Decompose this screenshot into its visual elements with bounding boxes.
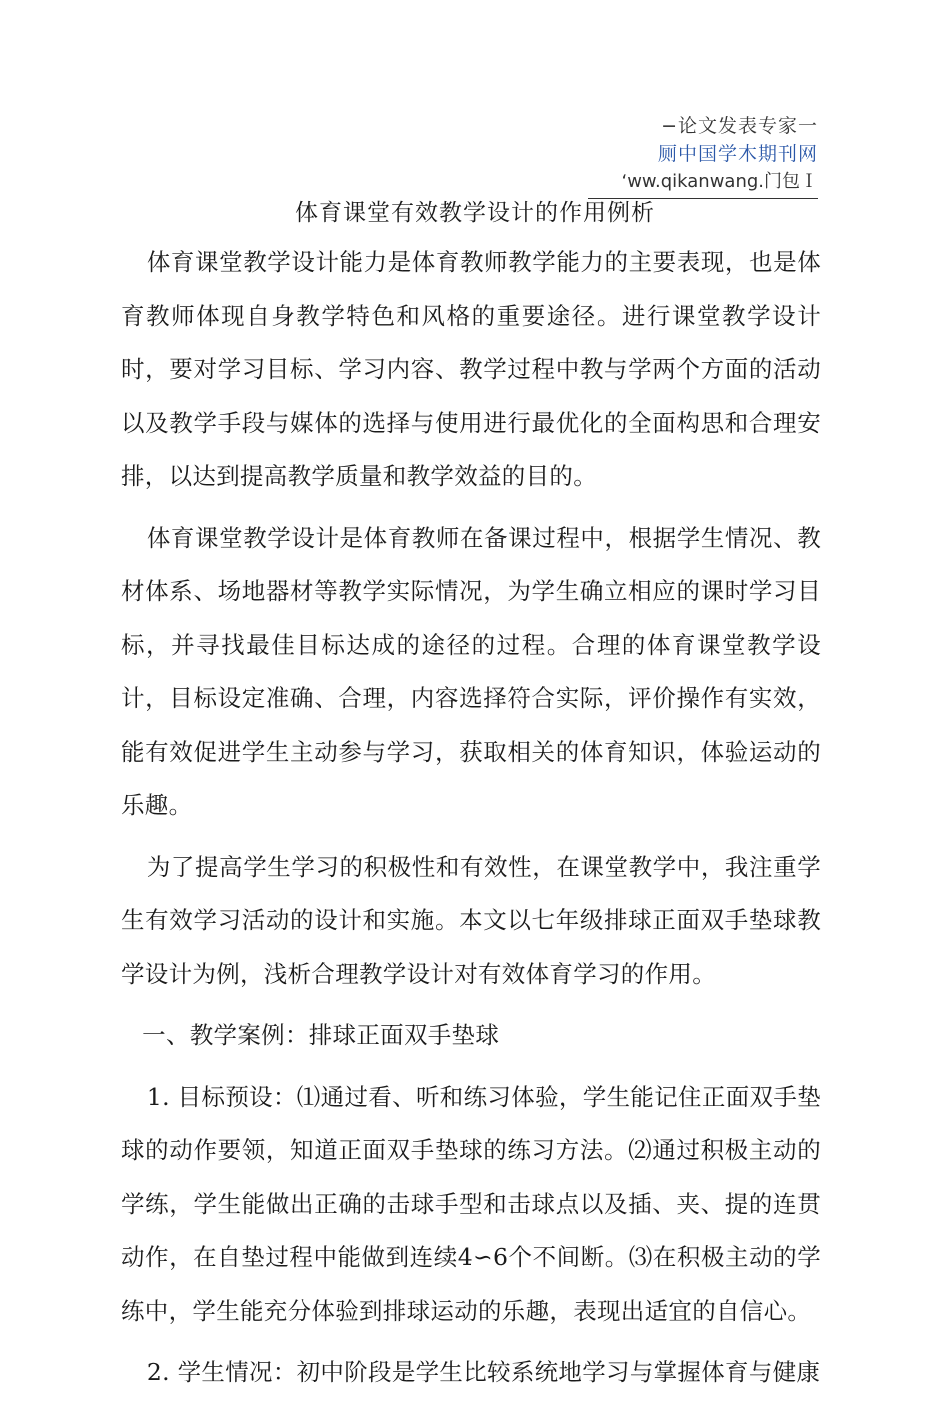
- paragraph-student-situation: 2. 学生情况：初中阶段是学生比较系统地学习与掌握体育与健康: [146, 1358, 821, 1386]
- journal-header: [588, 112, 818, 199]
- header-tagline: −论文发表专家一: [661, 115, 818, 137]
- document-body: [121, 236, 821, 1408]
- paragraph-goals: 1. 目标预设：⑴通过看、听和练习体验，学生能记住正面双手垫球的动作要领，知道正面双手垫球的练习方法。⑵通过积极主动的学练，学生能做出正确的击球手型和击球点以及插、夹、提的连贯动作，在自垫过程中能做到连续4∽6个不间断。⑶在积极主动的学练中，学生能充分体验到排球运动的乐趣，表现出适宜的自信心。: [121, 1082, 821, 1325]
- document-title: 体育课堂有效教学设计的作用例析: [295, 200, 655, 226]
- paragraph-definition: 体育课堂教学设计是体育教师在备课过程中，根据学生情况、教材体系、场地器材等教学实际情况，为学生确立相应的课时学习目标，并寻找最佳目标达成的途径的过程。合理的体育课堂教学设计，目标设定准确、合理，内容选择符合实际，评价操作有实效，能有效促进学生主动参与学习，获取相关的体育知识，体验运动的乐趣。: [121, 523, 821, 819]
- header-site-name: 厕中国学木期刊网: [657, 143, 818, 165]
- paragraph-purpose: 为了提高学生学习的积极性和有效性，在课堂教学中，我注重学生有效学习活动的设计和实施。本文以七年级排球正面双手垫球教学设计为例，浅析合理教学设计对有效体育学习的作用。: [121, 852, 821, 988]
- header-site-url: ʻww.qikanwang.门包Ｉ: [588, 168, 818, 199]
- paragraph-intro: 体育课堂教学设计能力是体育教师教学能力的主要表现，也是体育教师体现自身教学特色和风格的重要途径。进行课堂教学设计时，要对学习目标、学习内容、教学过程中教与学两个方面的活动以及教学手段与媒体的选择与使用进行最优化的全面构思和合理安排，以达到提高教学质量和教学效益的目的。: [121, 248, 821, 490]
- section-heading: 一、教学案例：排球正面双手垫球: [142, 1021, 500, 1049]
